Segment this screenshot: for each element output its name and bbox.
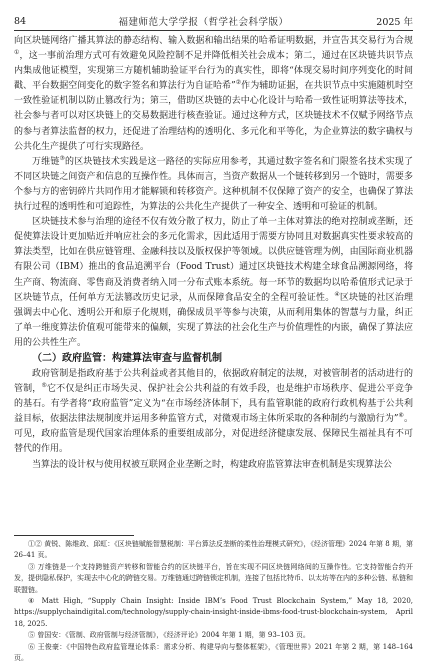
footnote-3: ③ 万维链是一个支持跨链资产转移和智能合约的区块链平台，旨在实现不同区块链网络间的互操作性。它支持智能合约开发，提供隐私保护，实现去中心化的跨链交易。万维链通过跨链锁定机制，连接了包括比特币、以太坊等在内的多种公链、私链和联盟链。 xyxy=(14,562,413,594)
footnote-ref-1[interactable]: ① xyxy=(14,49,20,57)
page-number: 84 xyxy=(14,15,27,27)
footnote-4: ④ Matt High, “Supply Chain Insight: Inside IBM’s Food Trust Blockchain System,” May 18, 2020, https://supplychaindigital.com/technology/supply-chain-insight-inside-ibms-food-trust-blockchain-system, April 18, 2025. xyxy=(14,597,413,628)
footnote-ref-3[interactable]: ③ xyxy=(59,154,66,162)
header-rule xyxy=(14,30,413,31)
running-header xyxy=(14,14,413,28)
paragraph-4: 政府管制是指政府基于公共利益或者其他目的，依据政府制定的法规，对被管制者的活动进行的管制，⑤它不仅是纠正市场失灵、保护社会公共利益的有效手段，也是维护市场秩序、促进公平竞争的基石。有学者将“政府监管”定义为“在市场经济体制下，具有监管职能的政府行政机构基于公共利益目标，依据法律法规制度并运用多种监管方式，对微观市场主体所采取的各种制约与激励行为”⑥。可见，政府监管是现代国家治理体系的重要组成部分，对促进经济健康发展、保障民生福祉具有不可替代的作用。 xyxy=(14,368,413,455)
section-heading: （二）政府监管：构建算法审查与监督机制 xyxy=(32,352,222,364)
publication-year: 2025 年 xyxy=(376,17,413,28)
footnote-ref-5[interactable]: ⑤ xyxy=(41,382,48,390)
footnote-5: ⑤ 曾国安：《管制、政府管制与经济管制》，《经济评论》2004 年第 1 期，第 93–103 页。 xyxy=(28,631,310,640)
footnote-rule xyxy=(14,535,134,536)
footnote-6: ⑥ 王俊豪：《中国特色政府监管理论体系：需求分析、构建导向与整体框架》，《管理世界》2021 年第 2 期，第 148–164 页。 xyxy=(14,642,413,663)
paragraph-2: 万维链③的区块链技术实践是这一路径的实际应用参考，其通过数字签名和门限签名技术实现了不同区块链之间资产和信息的互操作性。具体而言，当资产数据从一个链转移到另一个链时，需要多个参与方的密钥碎片共同作用才能解锁和转移资产。这种机制不仅保障了资产的安全，也确保了算法执行过程的透明性和可追踪性，为算法的公共化生产提供了一种安全、透明和可验证的机制。 xyxy=(14,154,413,213)
journal-title: 福建师范大学学报（哲学社会科学版） xyxy=(118,17,289,28)
footnote-1-2: ①② 黄锐、陈维政、邱虹：《区块链赋能智慧税制：平台算法反垄断的柔性治理模式研究》，《经济管理》2024 年第 8 期，第 26–41 页。 xyxy=(14,540,413,560)
footnotes xyxy=(14,539,413,664)
article-body xyxy=(14,34,413,473)
footnote-ref-4[interactable]: ④ xyxy=(334,290,340,298)
footnote-ref-6[interactable]: ⑥ xyxy=(398,412,404,420)
paragraph-3: 区块链技术参与治理的途径不仅有效分散了权力，防止了单一主体对算法的绝对控制或垄断，还促使算法设计更加贴近并响应社会的多元化需求，因此适用于需要方协同且对数据真实性要求较高的算法类型，比如在供应链管理、金融科技以及版权保护等领域。以供应链管理为例，由国际商业机器有限公司（IBM）推出的食品追溯平台（Food Trust）通过区块链技术构建全球食品溯源网络，将生产商、物流商、零售商及消费者纳入同一分布式账本系统。每一环节的数据均以哈希值形式记录于区块链节点，任何单方无法篡改历史记录，从而保障食品安全的全程可验证性。④区块链的社区治理强调去中心化、透明公开和原子化规则，确保成员平等参与决策，从而利用集体的智慧与力量，纠正了单一维度算法价值观可能带来的偏颇，实现了算法的社会化生产与价值理性的内嵌，确保了算法应用的公共性生产。 xyxy=(14,217,413,348)
paragraph-1: 向区块链网络广播其算法的静态结构、输入数据和输出结果的哈希证明数据，并宣告其交易行为合规①，这一事前治理方式可有效避免风险控制不足并降低相关社会成本；第二，通过在区块链共识节点内集成他证模型，实现第三方随机辅助验证平台行为的真实性，即将“体现交易时间序列变化的时间戳、平台数据空间变化的数字签名和算法行为自证哈希”②作为辅助证据，在共识节点中实施随机时空一致性验证机制以防止篡改行为；第三，借助区块链的去中心化设计与哈希一致性证明算法等技术，社会参与者可以对区块链上的交易数据进行核查验证。通过这种方式，区块链技术不仅赋予网络节点的参与者算法监督的权力，还促进了治理结构的透明化、多元化和平等化，为企业算法的数字确权与公共化生产提供了可行实现路径。 xyxy=(14,36,413,152)
footnote-ref-2[interactable]: ② xyxy=(235,79,242,87)
paragraph-5: 当算法的设计权与使用权被互联网企业垄断之时，构建政府监管算法审查机制是实现算法公 xyxy=(32,459,393,470)
